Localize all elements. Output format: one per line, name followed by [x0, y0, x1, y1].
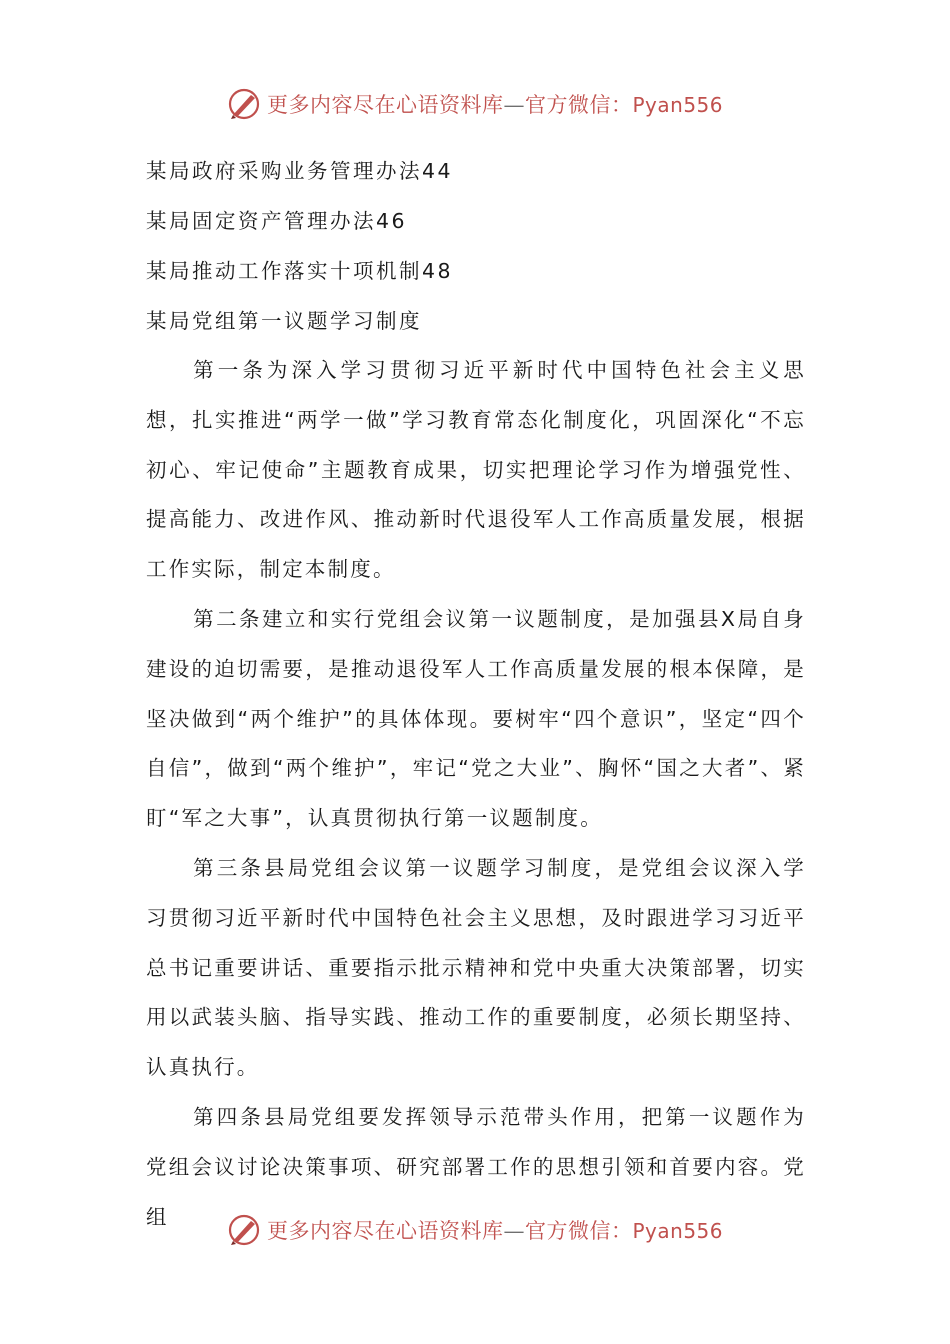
watermark-separator: — [503, 1219, 525, 1243]
pen-logo-icon [227, 1213, 261, 1247]
watermark-text [267, 89, 723, 119]
watermark-inner [227, 1213, 723, 1247]
watermark-text [267, 1215, 723, 1245]
watermark-contact-label: 官方微信： [524, 93, 633, 117]
article-paragraph: 第三条县局党组会议第一议题学习制度，是党组会议深入学习贯彻习近平新时代中国特色社会主义思想，及时跟进学习习近平总书记重要讲话、重要指示批示精神和党中央重大决策部署，切实用以武装头脑、指导实践、推动工作的重要制度，必须长期坚持、认真执行。 [146, 855, 806, 1080]
watermark-inner [227, 87, 723, 121]
watermark-slogan: 更多内容尽在心语资料库 [266, 93, 504, 117]
toc-item: 某局固定资产管理办法46 [146, 209, 408, 233]
watermark-contact-id: Pyan556 [632, 1219, 723, 1243]
watermark-contact-id: Pyan556 [632, 93, 723, 117]
article-paragraph: 第四条县局党组要发挥领导示范带头作用，把第一议题作为党组会议讨论决策事项、研究部署工作的思想引领和首要内容。党组 [146, 1104, 806, 1229]
document-body [146, 146, 806, 1242]
article-paragraph: 第二条建立和实行党组会议第一议题制度，是加强县X局自身建设的迫切需要，是推动退役军人工作高质量发展的根本保障，是坚决做到“两个维护”的具体体现。要树牢“四个意识”，坚定“四个自信”，做到“两个维护”，牢记“党之大业”、胸怀“国之大者”、紧盯“军之大事”，认真贯彻执行第一议题制度。 [146, 606, 806, 831]
watermark-separator: — [503, 93, 525, 117]
watermark-contact-label: 官方微信： [524, 1219, 633, 1243]
article-paragraph: 第一条为深入学习贯彻习近平新时代中国特色社会主义思想，扎实推进“两学一做”学习教育常态化制度化，巩固深化“不忘初心、牢记使命”主题教育成果，切实把理论学习作为增强党性、提高能力、改进作风、推动新时代退役军人工作高质量发展，根据工作实际，制定本制度。 [146, 358, 806, 582]
header-watermark [0, 84, 950, 124]
section-title: 某局党组第一议题学习制度 [146, 309, 422, 333]
watermark-slogan: 更多内容尽在心语资料库 [266, 1219, 504, 1243]
toc-item: 某局政府采购业务管理办法44 [146, 159, 454, 183]
toc-item: 某局推动工作落实十项机制48 [146, 259, 454, 283]
pen-logo-icon [227, 87, 261, 121]
footer-watermark [0, 1210, 950, 1250]
